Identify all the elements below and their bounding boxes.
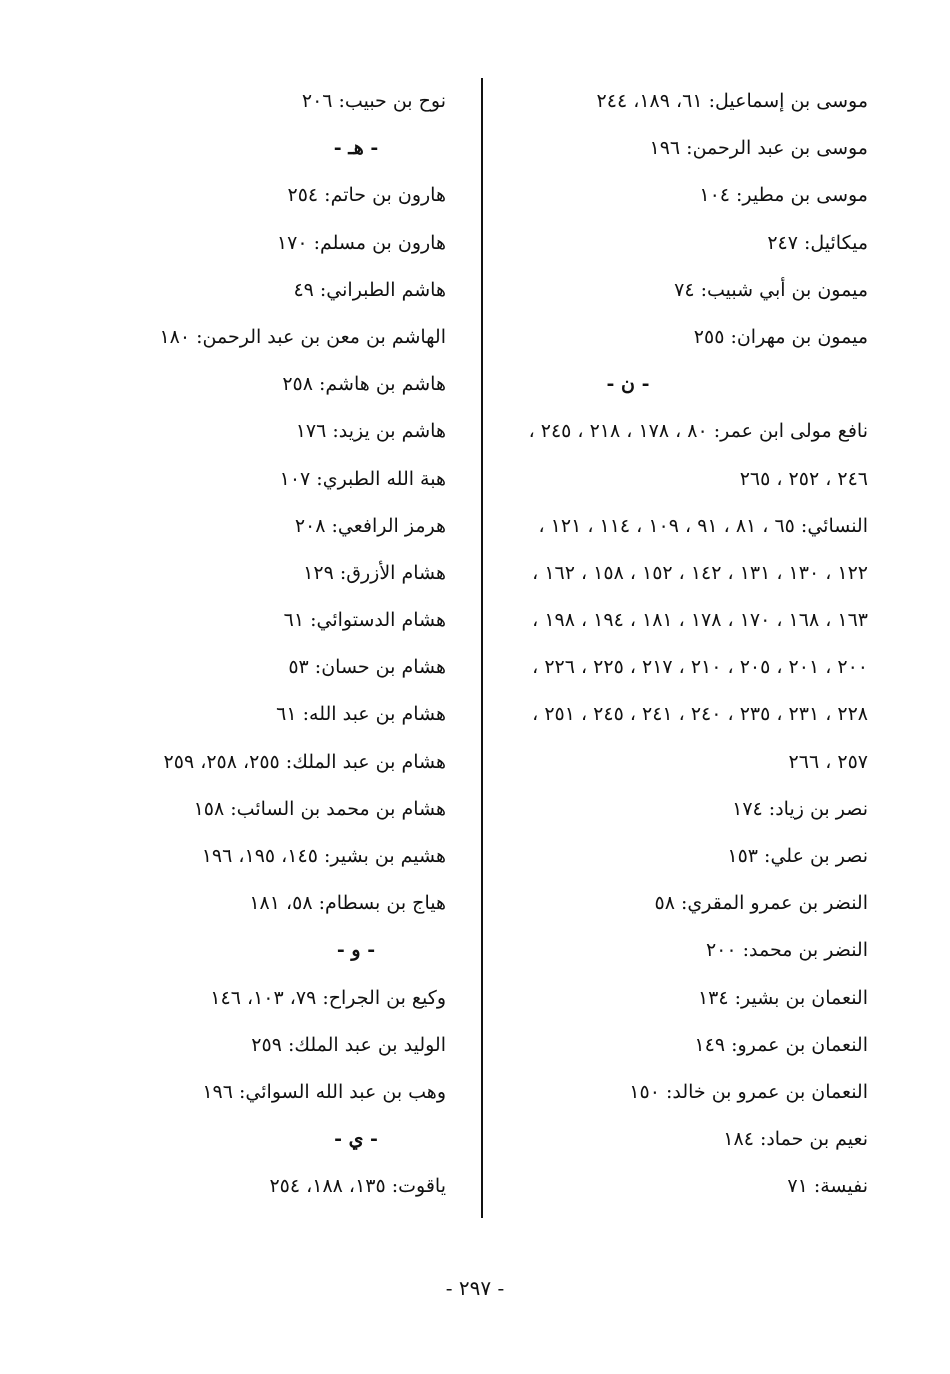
index-entry: هشام الأزرق: ١٢٩ <box>303 561 446 584</box>
index-entry: موسى بن إسماعيل: ٦١، ١٨٩، ٢٤٤ <box>596 90 868 112</box>
index-entry: هشام بن عبد الملك: ٢٥٥، ٢٥٨، ٢٥٩ <box>163 750 446 773</box>
index-entry: هشام بن حسان: ٥٣ <box>288 656 446 679</box>
index-entry: النعمان بن عمرو: ١٤٩ <box>694 1033 868 1056</box>
index-entry: هرمز الرافعي: ٢٠٨ <box>294 514 446 537</box>
index-entry: موسى بن مطير: ١٠٤ <box>699 184 868 207</box>
index-entry: النضر بن محمد: ٢٠٠ <box>705 939 868 962</box>
letter-heading: - و - <box>336 939 376 962</box>
index-entry-continuation: ٢٤٦ ، ٢٥٢ ، ٢٦٥ <box>739 467 868 490</box>
index-entry: ميمون بن مهران: ٢٥٥ <box>693 325 868 348</box>
index-entry: النسائي: ٦٥ ، ٨١ ، ٩١ ، ١٠٩ ، ١١٤ ، ١٢١ ، <box>538 514 868 537</box>
index-column-left <box>116 78 446 1211</box>
column-divider <box>481 78 483 1218</box>
index-entry-continuation: ٢٢٨ ، ٢٣١ ، ٢٣٥ ، ٢٤٠ ، ٢٤١ ، ٢٤٥ ، ٢٥١ ، <box>532 703 868 726</box>
index-entry: هاشم بن يزيد: ١٧٦ <box>295 420 446 443</box>
index-entry: نصر بن زياد: ١٧٤ <box>732 797 868 820</box>
index-entry: نافع مولى ابن عمر: ٨٠ ، ١٧٨ ، ٢١٨ ، ٢٤٥ ، <box>528 420 868 443</box>
index-entry: ميمون بن أبي شبيب: ٧٤ <box>674 278 868 301</box>
index-entry: وهب بن عبد الله السوائي: ١٩٦ <box>202 1080 446 1103</box>
index-entry-continuation: ١٢٢ ، ١٣٠ ، ١٣١ ، ١٤٢ ، ١٥٢ ، ١٥٨ ، ١٦٢ ، <box>532 561 868 584</box>
index-entry: هارون بن حاتم: ٢٥٤ <box>287 184 446 207</box>
index-entry-continuation: ١٦٣ ، ١٦٨ ، ١٧٠ ، ١٧٨ ، ١٨١ ، ١٩٤ ، ١٩٨ ، <box>532 609 868 632</box>
index-entry: هشام بن محمد بن السائب: ١٥٨ <box>193 797 446 820</box>
index-entry: هاشم بن هاشم: ٢٥٨ <box>282 373 446 396</box>
index-entry: هشام بن عبد الله: ٦١ <box>276 703 446 726</box>
index-entry: الوليد بن عبد الملك: ٢٥٩ <box>251 1033 446 1056</box>
index-entry: نفيسة: ٧١ <box>787 1175 868 1198</box>
index-entry: النضر بن عمرو المقري: ٥٨ <box>654 892 868 915</box>
index-entry: هشيم بن بشير: ١٤٥، ١٩٥، ١٩٦ <box>201 845 446 867</box>
index-entry: النعمان بن عمرو بن خالد: ١٥٠ <box>629 1080 868 1103</box>
index-entry: موسى بن عبد الرحمن: ١٩٦ <box>649 137 868 160</box>
index-entry: نعيم بن حماد: ١٨٤ <box>723 1128 868 1151</box>
index-entry: هبة الله الطبري: ١٠٧ <box>279 467 446 490</box>
index-entry: هياج بن بسطام: ٥٨، ١٨١ <box>249 892 446 915</box>
index-entry: وكيع بن الجراح: ٧٩، ١٠٣، ١٤٦ <box>210 986 446 1009</box>
index-entry: هشام الدستوائي: ٦١ <box>283 609 446 632</box>
index-column-right <box>508 78 868 1211</box>
index-entry: نوح بن حبيب: ٢٠٦ <box>301 90 446 112</box>
letter-heading: - ي - <box>334 1128 378 1151</box>
index-entry: الهاشم بن معن بن عبد الرحمن: ١٨٠ <box>159 325 446 348</box>
index-entry-continuation: ٢٥٧ ، ٢٦٦ <box>788 750 868 773</box>
index-entry: ميكائيل: ٢٤٧ <box>767 231 868 254</box>
index-entry: ياقوت: ١٣٥، ١٨٨، ٢٥٤ <box>269 1175 446 1198</box>
letter-heading: - ن - <box>606 373 650 396</box>
index-entry: هاشم الطبراني: ٤٩ <box>293 278 446 301</box>
index-entry: نصر بن علي: ١٥٣ <box>727 845 868 867</box>
page-number: - ٢٩٧ - <box>445 1276 505 1300</box>
index-entry: هارون بن مسلم: ١٧٠ <box>276 231 446 254</box>
index-entry: النعمان بن بشير: ١٣٤ <box>697 986 868 1009</box>
letter-heading: - هـ - <box>333 137 379 160</box>
index-entry-continuation: ٢٠٠ ، ٢٠١ ، ٢٠٥ ، ٢١٠ ، ٢١٧ ، ٢٢٥ ، ٢٢٦ ، <box>532 656 868 679</box>
